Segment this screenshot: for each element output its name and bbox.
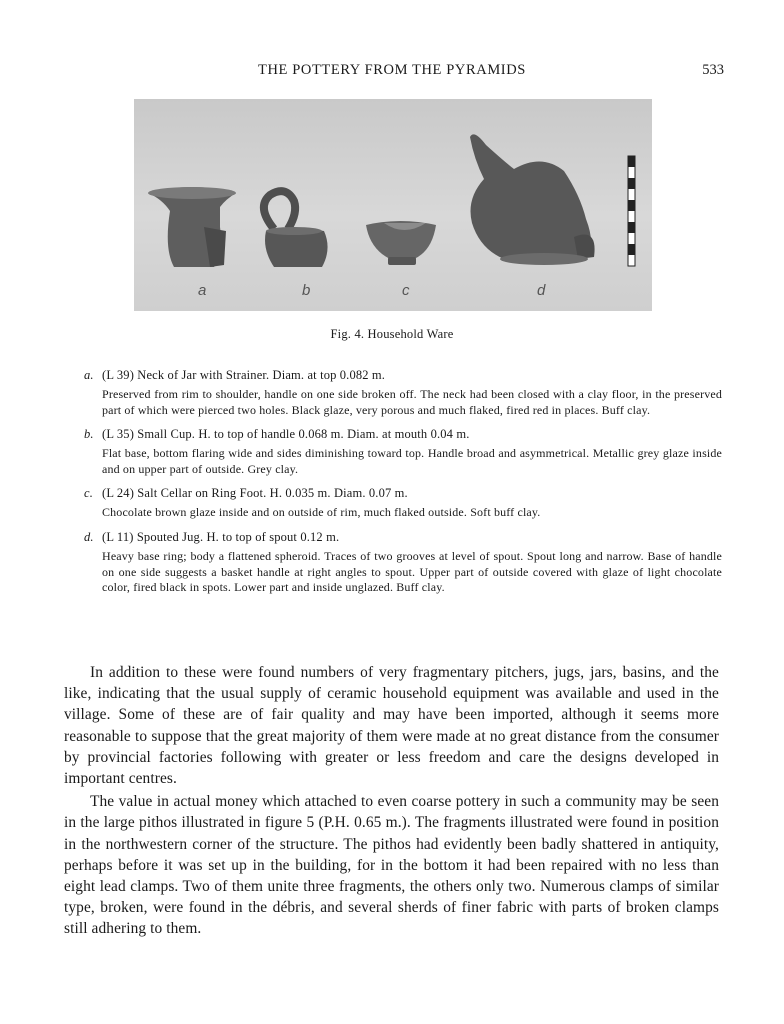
catalogue-entry xyxy=(84,367,722,418)
vessel-label-a: a xyxy=(198,282,207,299)
paragraph: The value in actual money which attached to even coarse pottery in such a community may be seen in the large pithos illustrated in figure 5 (P.H. 0.65 m.). The fragments illustrated were found in position in the northwestern corner of the structure. The pithos had evidently been badly shattered in antiquity, perhaps before it was set up in the building, for in the bottom it had been repaired with no less than eight lead clamps. Two of them unite three fragments, the others only two. Numerous clamps of similar type, broken, were found in the débris, and several sherds of finer fabric with parts of broken clamps still adhering to them. xyxy=(64,793,719,938)
entry-description: Preserved from rim to shoulder, handle on one side broken off. The neck had been closed with a clay floor, in the preserved part of which were pierced two holes. Black glaze, very porous and much flaked, fired red in places. Buff clay. xyxy=(102,387,722,417)
scale-bar xyxy=(628,156,635,266)
entry-description: Heavy base ring; body a flattened spheroid. Traces of two grooves at level of spout. Spout long and narrow. Base of handle on one side suggests a basket handle at right angles to spout. Upper part of outside covered with glaze of light chocolate color, fired black in spots. Lower part and inside unglazed. Buff clay. xyxy=(102,548,722,595)
figure-household-ware xyxy=(134,99,652,311)
vessel-label-b: b xyxy=(302,282,311,299)
entry-letter: d. xyxy=(84,529,94,544)
running-title: THE POTTERY FROM THE PYRAMIDS xyxy=(258,62,526,78)
vessel-label-d: d xyxy=(537,282,546,299)
figure-photo xyxy=(134,99,652,311)
entry-letter: c. xyxy=(84,486,93,501)
entry-description: Chocolate brown glaze inside and on outside of rim, much flaked outside. Soft buff clay. xyxy=(102,505,541,520)
catalogue-entry xyxy=(84,485,722,521)
entry-letter: a. xyxy=(84,368,94,382)
paragraph: In addition to these were found numbers of very fragmentary pitchers, jugs, jars, basins, and the like, indicating that the usual supply of ceramic household equipment was available and used in the village. Some of these are of fair quality and may have been imported, although it seems more reasonable to suppose that the great majority of them were made at no great distance from the consumer by provincial factories following with greater or less freedom and care the designs developed in important centres. xyxy=(64,664,719,788)
figure-caption: Fig. 4. Household Ware xyxy=(330,327,454,341)
entry-title: (L 11) Spouted Jug. H. to top of spout 0.12 m. xyxy=(102,529,340,544)
catalogue-entry xyxy=(84,426,722,477)
entry-letter: b. xyxy=(84,427,94,442)
page-number: 533 xyxy=(702,62,724,78)
catalogue-entries xyxy=(84,367,722,604)
entry-description: Flat base, bottom flaring wide and sides diminishing toward top. Handle broad and asymmetrical. Metallic grey glaze inside and on upper part of outside. Grey clay. xyxy=(102,446,722,476)
catalogue-entry xyxy=(84,529,722,596)
entry-title: (L 39) Neck of Jar with Strainer. Diam. at top 0.082 m. xyxy=(102,368,386,382)
entry-title: (L 24) Salt Cellar on Ring Foot. H. 0.035 m. Diam. 0.07 m. xyxy=(102,486,408,501)
vessel-label-c: c xyxy=(402,282,410,299)
body-text xyxy=(64,662,719,942)
running-head xyxy=(60,62,724,82)
entry-title: (L 35) Small Cup. H. to top of handle 0.068 m. Diam. at mouth 0.04 m. xyxy=(102,427,470,442)
